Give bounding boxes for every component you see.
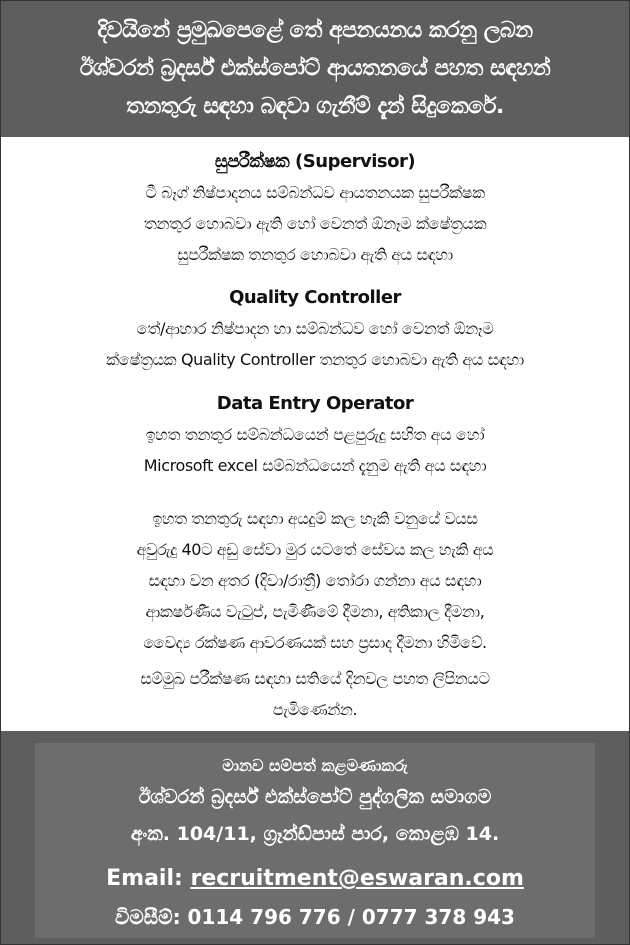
interview-line: සම්මුඛ පරීක්ෂණ සඳහා සතියේ දිනවල පහත ලිපිනයට	[140, 669, 490, 688]
interview-notice	[1, 663, 629, 725]
header-line-2: ඊශ්වරන් බ්‍රදර්ස් එක්ස්පෝට් ආයතනයේ පහත සඳහන්	[79, 56, 551, 81]
position-title-supervisor: සුපරීක්ෂක (Supervisor)	[214, 151, 416, 172]
company-address: අංක. 104/11, ග්‍රෑන්ඩ්පාස් පාර, කොළඹ 14.	[130, 823, 500, 845]
description-line: ඉහත තනතුර සම්බන්ධයෙන් පළපුරුදු සහිත අය හෝ	[145, 425, 485, 444]
email-link[interactable]: recruitment@eswaran.com	[190, 866, 524, 891]
phone-row	[35, 901, 595, 933]
phone-numbers[interactable]: 0114 796 776 / 0777 378 943	[187, 905, 515, 929]
header-line-3: තනතුරු සඳහා බඳවා ගැනීම් දැන් සිදුකෙරේ.	[126, 94, 504, 119]
conditions-line: අවුරුදු 40ට අඩු සේවා මුර යටතේ සේවය කල හැකි අය	[136, 540, 494, 559]
position-description-supervisor	[1, 177, 629, 270]
description-line: ටී බෑග් නිෂ්පාදනය සම්බන්ධව ආයතනයක සුපරීක්ෂක	[145, 183, 485, 202]
contact-footer	[1, 731, 629, 944]
description-line: සුපරීක්ෂක තනතුර හොබවා ඇති අය සඳහා	[177, 245, 453, 264]
company-name: ඊශ්වරන් බ්‍රදර්ස් එක්ස්පෝට් පුද්ගලික සමාගම	[138, 786, 492, 808]
phone-label: විමසීම්:	[115, 905, 181, 929]
position-quality-controller	[1, 283, 629, 375]
conditions-line: ආකර්ෂණීය වැටුප්, පැමිණීමේ දීමනා, අතිකාල දීමනා,	[145, 602, 485, 621]
conditions-line: සඳහා වන අතර (දිවා/රාත්‍රී) තෝරා ගන්නා අය සඳහා	[148, 571, 482, 590]
position-data-entry-operator	[1, 389, 629, 481]
position-description-quality-controller	[1, 313, 629, 375]
header-banner	[1, 1, 629, 137]
position-title-quality-controller: Quality Controller	[229, 287, 401, 308]
email-row	[35, 861, 595, 897]
conditions-line: වෛද්‍ය රක්ෂණ ආවරණයක් සහ ප්‍රසාද දීමනා හිමිවේ.	[143, 633, 487, 652]
employment-conditions	[1, 503, 629, 658]
conditions-line: ඉහත තනතුරු සඳහා අයදුම් කල හැකි වනුයේ වයස	[152, 509, 478, 528]
position-description-data-entry-operator	[1, 419, 629, 481]
description-line: තේ/ආහාර නිෂ්පාදන හා සම්බන්ධව හෝ වෙනත් ඕනෑම	[136, 319, 494, 338]
description-line: ක්ෂේත්‍රයක Quality Controller තනතුර හොබවා ඇති අය සඳහා	[106, 350, 524, 369]
position-title-data-entry-operator: Data Entry Operator	[216, 393, 414, 414]
position-supervisor	[1, 147, 629, 270]
email-label: Email:	[106, 866, 183, 891]
contact-role: මානව සම්පත් කළමණාකරු	[222, 756, 408, 775]
header-line-1: දිවයිනේ ප්‍රමුඛපෙළේ තේ අපනයනය කරනු ලබන	[97, 18, 533, 43]
interview-line: පැමිණෙන්න.	[272, 700, 358, 719]
description-line: Microsoft excel සම්බන්ධයෙන් දැනුම ඇති අය සඳහා	[143, 456, 487, 475]
contact-panel	[35, 743, 595, 938]
description-line: තනතුර හොබවා ඇති හෝ වෙනත් ඕනෑම ක්ෂේත්‍රයක	[143, 214, 487, 233]
ad-body	[1, 137, 629, 731]
